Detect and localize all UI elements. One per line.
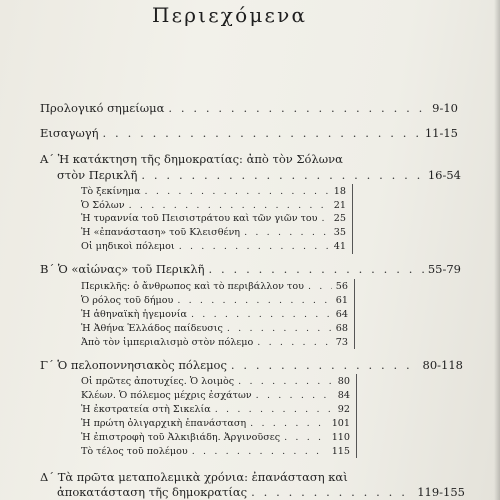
page-title: Περιεχόμενα (152, 3, 308, 27)
leader-dots (145, 186, 330, 197)
toc-subentry-page: 25 (333, 213, 346, 224)
leader-dots (168, 101, 428, 115)
column-rule (354, 279, 355, 349)
leader-dots (192, 446, 328, 457)
toc-subentry-title: Ἡ Ἀθήνα Ἑλλάδος παίδευσις (81, 323, 223, 334)
leader-dots (231, 358, 419, 372)
toc-subentry-title: Ἡ τυραννία τοῦ Πεισιστράτου καὶ τῶν γιῶν του (81, 213, 318, 224)
toc-subentry-page: 110 (331, 432, 350, 443)
leader-dots (129, 200, 330, 211)
toc-entry-pages: 11-15 (424, 126, 458, 140)
toc-subentry-title: Οἱ πρῶτες ἀποτυχίες. Ὁ λοιμὸς (81, 376, 235, 387)
toc-entry-pages: 9-10 (432, 101, 458, 115)
leader-dots (179, 241, 330, 252)
toc-subentry (81, 281, 348, 292)
toc-entry-title: Γ΄ Ὁ πελοποννησιακὸς πόλεμος (40, 358, 227, 372)
toc-chapter-a-title-line1: Α΄ Ἡ κατάκτηση τῆς δημοκρατίας: ἀπὸ τὸν Σόλωνα (40, 152, 343, 166)
leader-dots (227, 323, 332, 334)
leader-dots (209, 262, 424, 276)
leader-dots (251, 485, 413, 499)
toc-subentry (81, 241, 346, 252)
leader-dots (244, 227, 330, 238)
toc-subentry-title: Ἡ ἐκστρατεία στὴ Σικελία (81, 404, 211, 415)
leader-dots (177, 295, 331, 306)
leader-dots (257, 337, 331, 348)
toc-subentry-title: Οἱ μηδικοὶ πόλεμοι (81, 241, 175, 252)
toc-subentry-title: Ὁ ρόλος τοῦ δήμου (81, 295, 174, 306)
toc-subentry-title: Ἡ ἐπιστροφὴ τοῦ Ἀλκιβιάδη. Ἀργινοῦσες (81, 432, 281, 443)
toc-subentry-page: 61 (335, 295, 348, 306)
toc-subentry-page: 21 (333, 200, 346, 211)
toc-subentry (81, 446, 350, 457)
toc-subentry-page: 84 (337, 390, 350, 401)
toc-subentry (81, 323, 348, 334)
toc-subentry-page: 101 (331, 418, 350, 429)
toc-chapter-a (57, 168, 461, 182)
toc-subentry (81, 337, 348, 348)
toc-subentry-title: Ἡ ἀθηναϊκὴ ἡγεμονία (81, 309, 187, 320)
toc-subentry-title: Ἡ πρώτη ὀλιγαρχικὴ ἐπανάσταση (81, 418, 247, 429)
toc-subentry-page: 41 (333, 241, 346, 252)
toc-subentry-page: 80 (337, 376, 350, 387)
toc-subentry (81, 295, 348, 306)
toc-entry-pages: 80-118 (422, 358, 463, 372)
toc-subentry-title: Ἀπὸ τὸν ἰμπεριαλισμὸ στὸν πόλεμο (81, 337, 254, 348)
leader-dots (322, 213, 330, 224)
toc-subentry (81, 390, 350, 401)
leader-dots (308, 281, 332, 292)
toc-subentry-page: 35 (333, 227, 346, 238)
toc-entry-title: Προλογικό σημείωμα (40, 101, 165, 115)
leader-dots (284, 432, 328, 443)
toc-entry-title: στὸν Περικλῆ (57, 168, 138, 182)
column-rule (356, 374, 357, 458)
toc-subentry (81, 376, 350, 387)
toc-subentry (81, 213, 346, 224)
toc-subentry-page: 68 (335, 323, 348, 334)
toc-subentry-title: Ὁ Σόλων (81, 200, 125, 211)
toc-subentry (81, 418, 350, 429)
toc-subentry-page: 92 (337, 404, 350, 415)
leader-dots (256, 390, 334, 401)
toc-entry-pages: 16-54 (427, 168, 461, 182)
toc-subentry (81, 200, 346, 211)
leader-dots (103, 126, 421, 140)
toc-subentry-title: Τὸ ξεκίνημα (81, 186, 141, 197)
leader-dots (141, 168, 423, 182)
toc-subentry-title: Ἡ «ἐπανάσταση» τοῦ Κλεισθένη (81, 227, 241, 238)
toc-subentry (81, 186, 346, 197)
toc-entry-title: ἀποκατάσταση τῆς δημοκρατίας (57, 485, 248, 499)
page-edge-shadow (494, 0, 500, 500)
toc-chapter-d (57, 485, 465, 499)
toc-subentry-title: Τὸ τέλος τοῦ πολέμου (81, 446, 188, 457)
toc-subentry-page: 56 (335, 281, 348, 292)
toc-subentry-page: 73 (335, 337, 348, 348)
toc-subentry-title: Κλέων. Ὁ πόλεμος μέχρις ἐσχάτων (81, 390, 252, 401)
toc-chapter-d-title-line1: Δ΄ Τὰ πρῶτα μεταπολεμικὰ χρόνια: ἐπανάσταση καὶ (40, 470, 348, 484)
leader-dots (215, 404, 334, 415)
toc-subentry (81, 309, 348, 320)
toc-chapter-g (40, 358, 463, 372)
toc-subentry-title: Περικλῆς: ὁ ἄνθρωπος καὶ τὸ περιβάλλον του (81, 281, 304, 292)
toc-subentry (81, 404, 350, 415)
toc-subentry (81, 432, 350, 443)
leader-dots (191, 309, 332, 320)
toc-subentry-page: 115 (331, 446, 350, 457)
toc-entry-intro (40, 126, 458, 140)
toc-subentry-page: 64 (335, 309, 348, 320)
toc-chapter-b (40, 262, 461, 276)
toc-entry-title: Β΄ Ὁ «αἰώνας» τοῦ Περικλῆ (40, 262, 205, 276)
toc-entry-title: Εισαγωγή (40, 126, 99, 140)
toc-entry-pages: 55-79 (427, 262, 461, 276)
toc-subentry (81, 227, 346, 238)
toc-entry-prologue (40, 101, 458, 115)
leader-dots (250, 418, 328, 429)
column-rule (352, 184, 353, 254)
leader-dots (238, 376, 334, 387)
toc-subentry-page: 18 (333, 186, 346, 197)
toc-entry-pages: 119-155 (417, 485, 465, 499)
